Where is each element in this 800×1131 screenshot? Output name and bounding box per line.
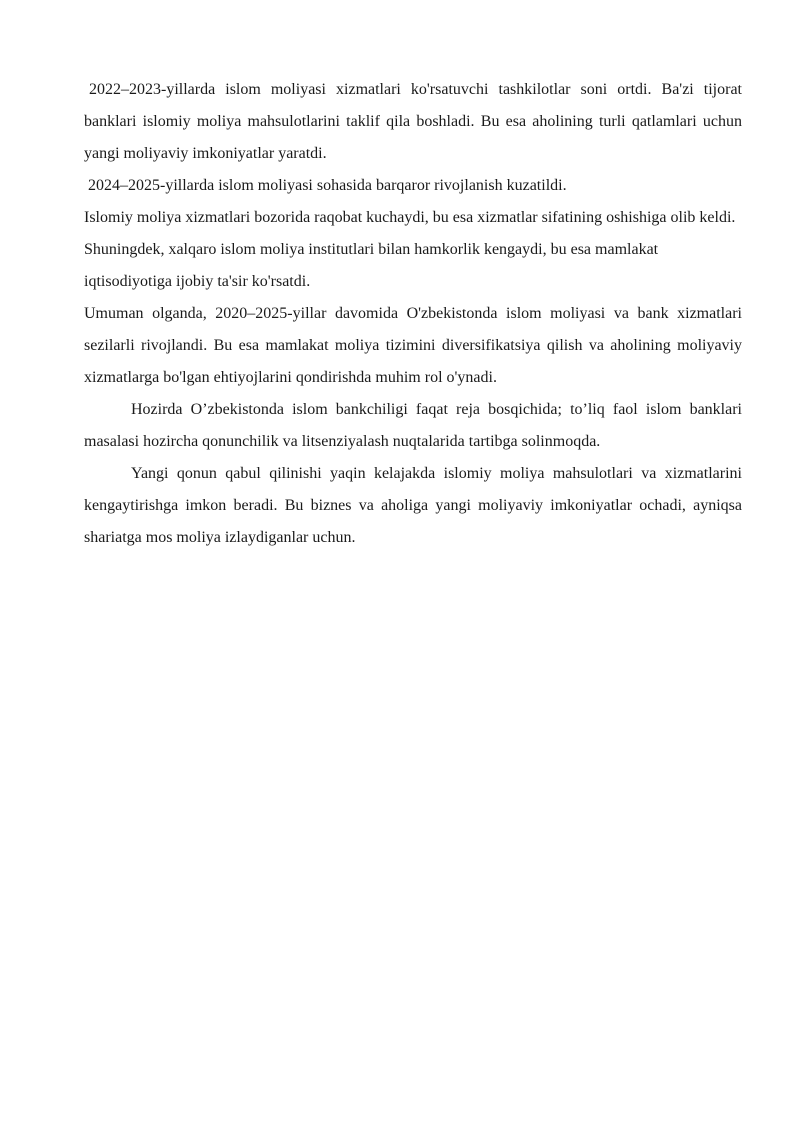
paragraph-current-status: Hozirda O’zbekistonda islom bankchiligi faqat reja bosqichida; to’liq faol islom banklari masalasi hozircha qonunchilik va litsenziyalash nuqtalarida tartibga solinmoqda. — [84, 401, 742, 450]
paragraph-2024-2025: 2024–2025-yillarda islom moliyasi sohasida barqaror rivojlanish kuzatildi. — [88, 177, 567, 194]
document-body — [84, 74, 742, 554]
paragraph-new-law: Yangi qonun qabul qilinishi yaqin kelajakda islomiy moliya mahsulotlari va xizmatlarini kengaytirishga imkon beradi. Bu biznes va aholiga yangi moliyaviy imkoniyatlar ochadi, ayniqsa shariatga mos moliya izlaydiganlar uchun. — [84, 465, 742, 546]
paragraph-competition: Islomiy moliya xizmatlari bozorida raqobat kuchaydi, bu esa xizmatlar sifatining oshishiga olib keldi. Shuningdek, xalqaro islom moliya institutlari bilan hamkorlik kengaydi, bu esa mamlakat iqtisodiyotiga ijobiy ta'sir ko'rsatdi. — [84, 209, 736, 290]
paragraph-summary: Umuman olganda, 2020–2025-yillar davomida O'zbekistonda islom moliyasi va bank xizmatlari sezilarli rivojlandi. Bu esa mamlakat moliya tizimini diversifikatsiya qilish va aholining moliyaviy xizmatlarga bo'lgan ehtiyojlarini qondirishda muhim rol o'ynadi. — [84, 305, 742, 386]
paragraph-2022-2023: 2022–2023-yillarda islom moliyasi xizmatlari ko'rsatuvchi tashkilotlar soni ortdi. Ba'zi tijorat banklari islomiy moliya mahsulotlarini taklif qila boshladi. Bu esa aholining turli qatlamlari uchun yangi moliyaviy imkoniyatlar yaratdi. — [84, 81, 742, 162]
